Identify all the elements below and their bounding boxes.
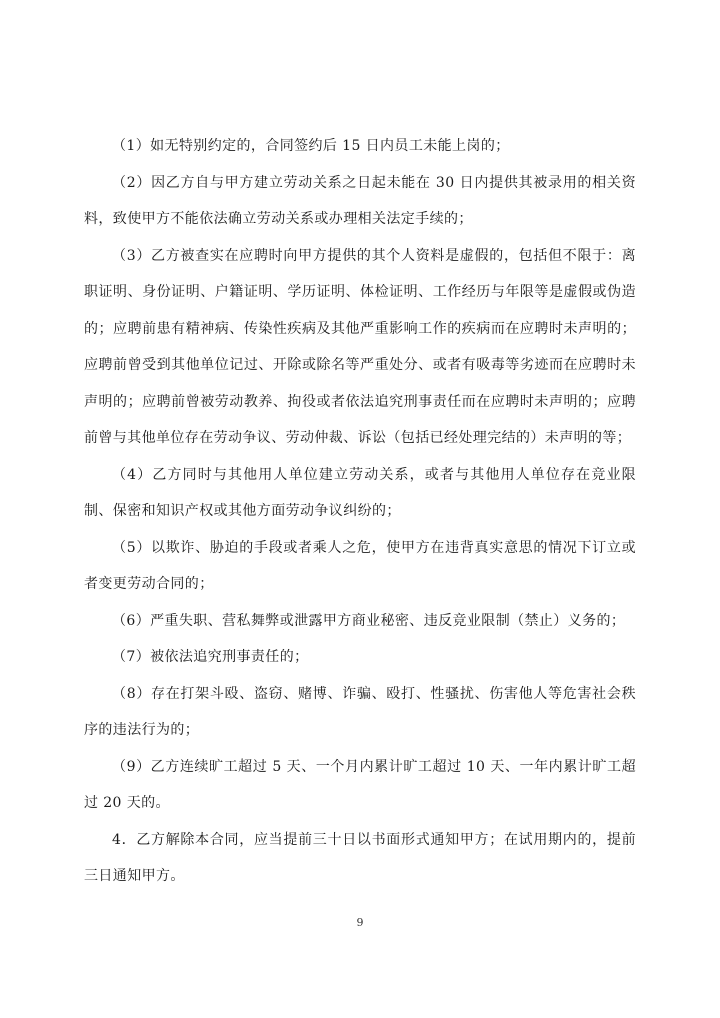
clause-6: （6）严重失职、营私舞弊或泄露甲方商业秘密、违反竞业限制（禁止）义务的； xyxy=(112,612,626,629)
clause-8: （8）存在打架斗殴、盗窃、赌博、诈骗、殴打、性骚扰、伤害他人等危害社会秩序的违法行为的； xyxy=(84,685,636,738)
clause-4: （4）乙方同时与其他用人单位建立劳动关系，或者与其他用人单位存在竞业限制、保密和知识产权或其他方面劳动争议纠纷的； xyxy=(84,466,636,519)
clause-9: （9）乙方连续旷工超过 5 天、一个月内累计旷工超过 10 天、一年内累计旷工超过 20 天的。 xyxy=(84,758,636,811)
section-4-notice: 4．乙方解除本合同，应当提前三十日以书面形式通知甲方；在试用期内的，提前三日通知甲方。 xyxy=(84,831,636,884)
page-number: 9 xyxy=(356,916,364,929)
clause-3: （3）乙方被查实在应聘时向甲方提供的其个人资料是虚假的，包括但不限于：离职证明、身份证明、户籍证明、学历证明、体检证明、工作经历与年限等是虚假或伪造的；应聘前患有精神病、传染性疾病及其他严重影响工作的疾病而在应聘时未声明的；应聘前曾受到其他单位记过、开除或除名等严重处分、或者有吸毒等劣迹而在应聘时未声明的；应聘前曾被劳动教养、拘役或者依法追究刑事责任而在应聘时未声明的；应聘前曾与其他单位存在劳动争议、劳动仲裁、诉讼（包括已经处理完结的）未声明的等； xyxy=(84,247,636,446)
document-body xyxy=(84,128,636,895)
clause-5: （5）以欺诈、胁迫的手段或者乘人之危，使甲方在违背真实意思的情况下订立或者变更劳动合同的； xyxy=(84,539,636,592)
clause-1: （1）如无特别约定的，合同签约后 15 日内员工未能上岗的； xyxy=(112,138,510,154)
clause-7: （7）被依法追究刑事责任的； xyxy=(112,649,309,665)
clause-2: （2）因乙方自与甲方建立劳动关系之日起未能在 30 日内提供其被录用的相关资料，致使甲方不能依法确立劳动关系或办理相关法定手续的； xyxy=(84,174,636,227)
